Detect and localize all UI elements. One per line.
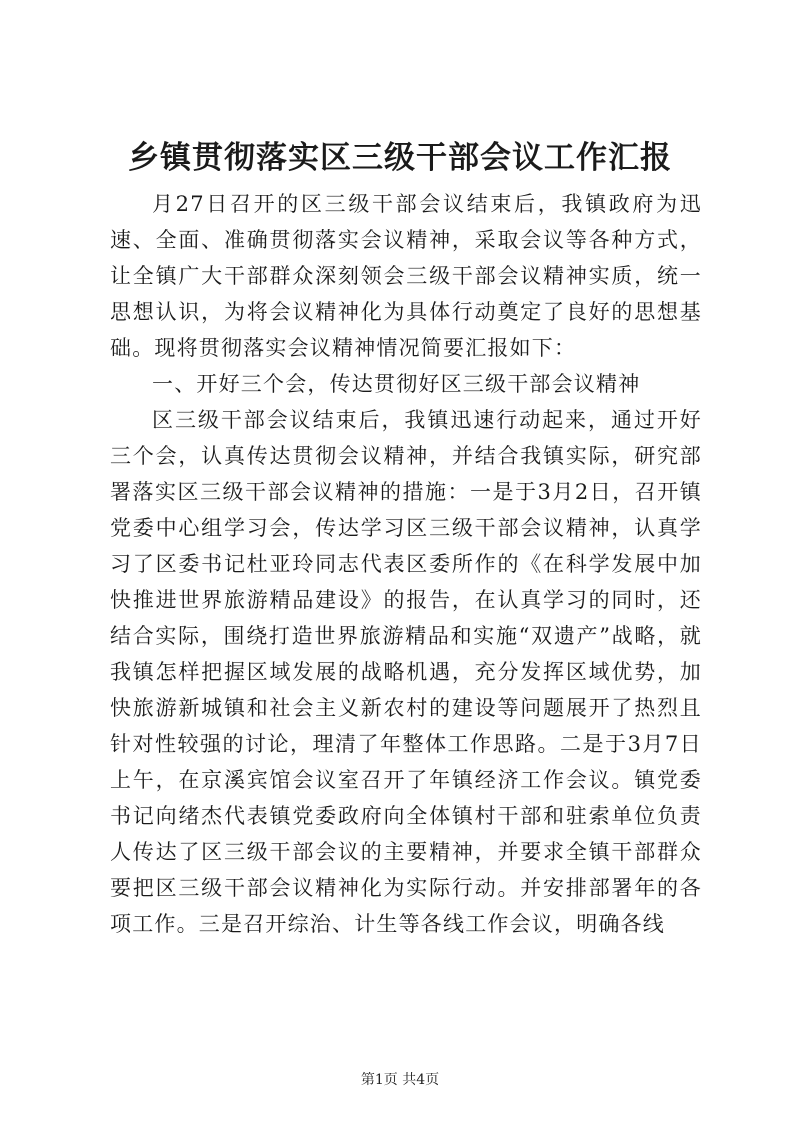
section-heading-1: 一、开好三个会，传达贯彻好区三级干部会议精神 xyxy=(152,372,641,396)
page-number-footer: 第1页 共4页 xyxy=(360,1072,440,1088)
paragraph-intro: 月27日召开的区三级干部会议结束后，我镇政府为迅速、全面、准确贯彻落实会议精神，采取会议等各种方式，让全镇广大干部群众深刻领会三级干部会议精神实质，统一思想认识，为将会议精神化为具体行动奠定了良好的思想基础。现将贯彻落实会议精神情况简要汇报如下： xyxy=(110,192,702,360)
paragraph-section-1: 区三级干部会议结束后，我镇迅速行动起来，通过开好三个会，认真传达贯彻会议精神，并结合我镇实际，研究部署落实区三级干部会议精神的措施：一是于3月2日，召开镇党委中心组学习会，传达学习区三级干部会议精神，认真学习了区委书记杜亚玲同志代表区委所作的《在科学发展中加快推进世界旅游精品建设》的报告，在认真学习的同时，还结合实际，围绕打造世界旅游精品和实施“双遗产”战略，就我镇怎样把握区域发展的战略机遇，充分发挥区域优势，加快旅游新城镇和社会主义新农村的建设等问题展开了热烈且针对性较强的讨论，理清了年整体工作思路。二是于3月7日上午，在京溪宾馆会议室召开了年镇经济工作会议。镇党委书记向绪杰代表镇党委政府向全体镇村干部和驻索单位负责人传达了区三级干部会议的主要精神，并要求全镇干部群众要把区三级干部会议精神化为实际行动。并安排部署年的各项工作。三是召开综治、计生等各线工作会议，明确各线 xyxy=(110,408,702,936)
document-body xyxy=(110,186,702,942)
document-title: 乡镇贯彻落实区三级干部会议工作汇报 xyxy=(128,140,672,176)
